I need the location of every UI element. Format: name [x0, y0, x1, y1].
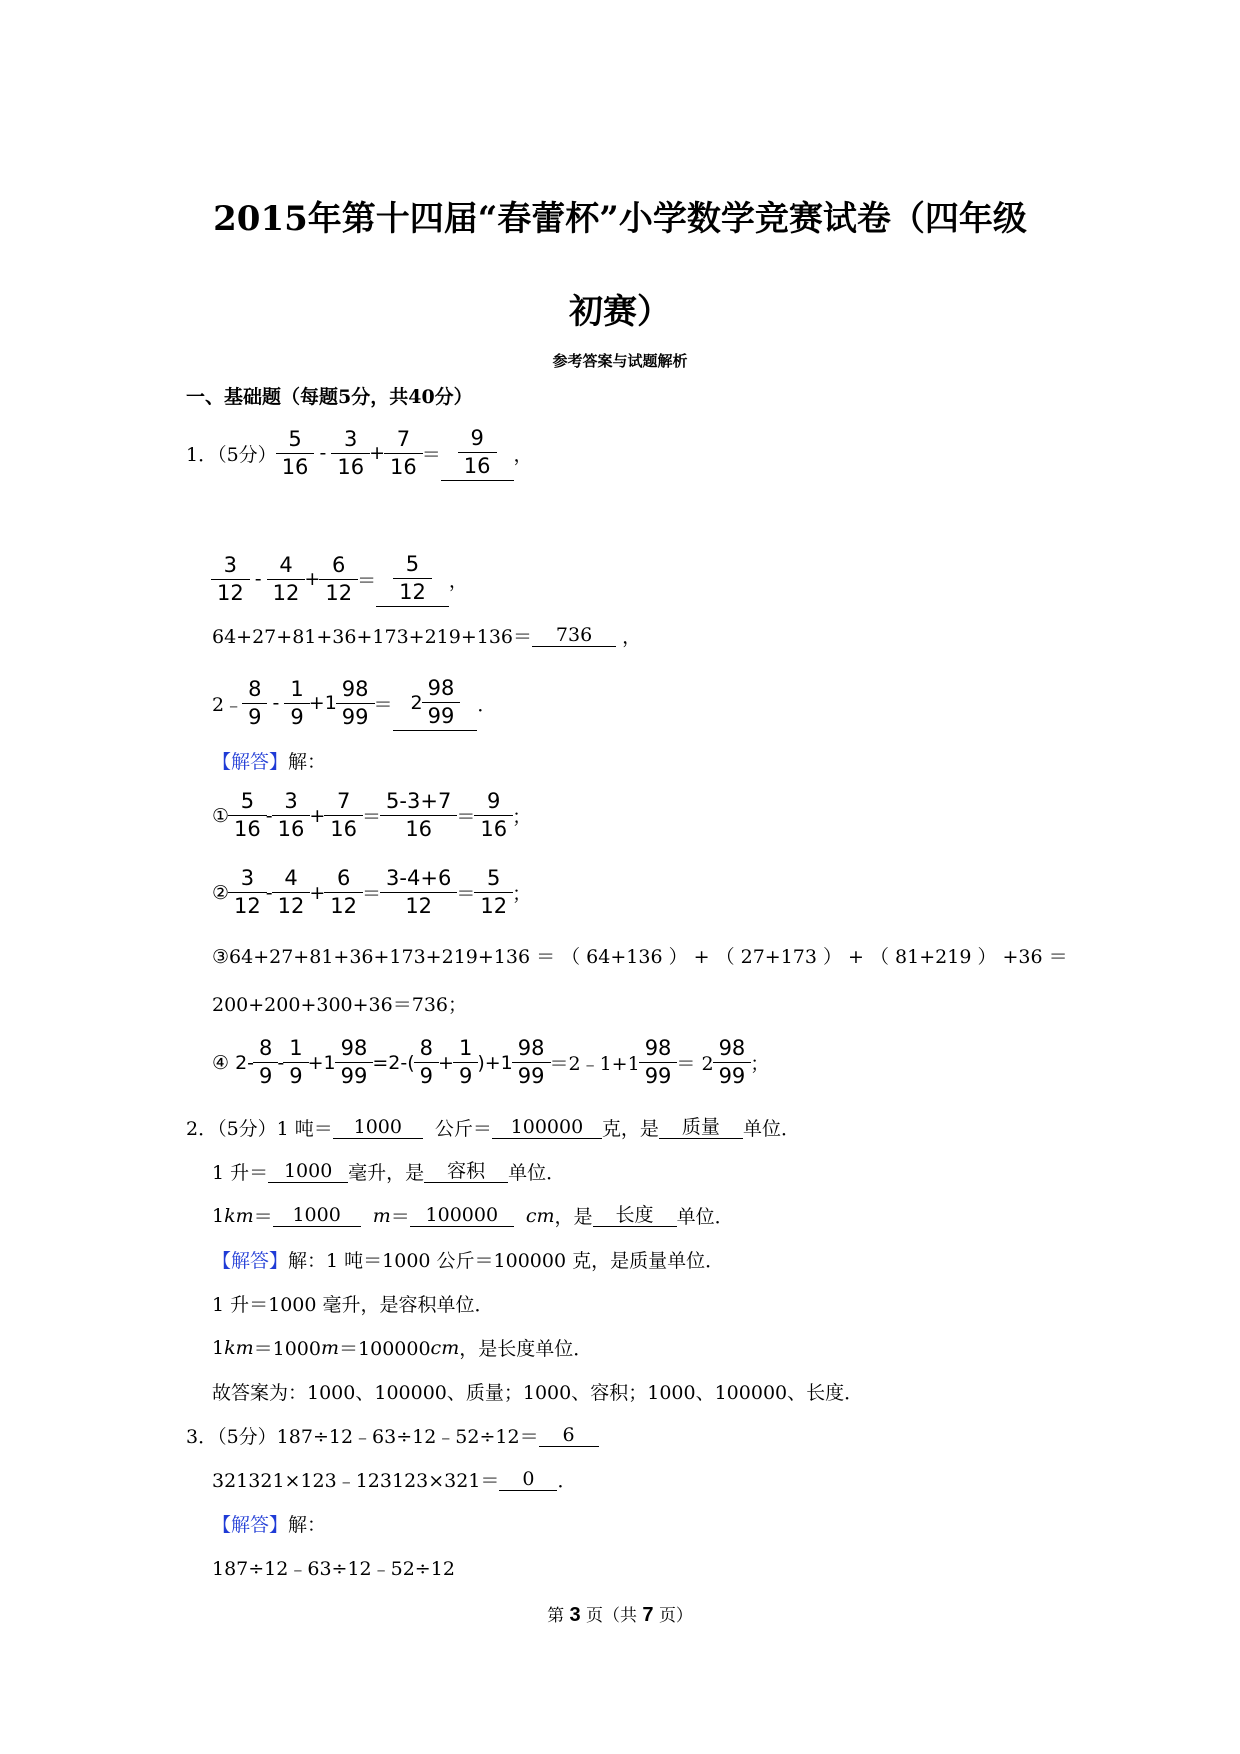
fraction: $\frac{7}{16}$ [387, 426, 420, 481]
answer-blank: 1000 [268, 1160, 348, 1183]
fraction: $\frac{3}{16}$ [334, 426, 367, 481]
answer-tag: 【解答】 [212, 751, 289, 773]
answer-tag: 【解答】 [212, 1514, 289, 1536]
q1-answer-header: 【解答】 解： [212, 747, 326, 774]
q3-answer-line: 187÷12﹣63÷12﹣52÷12 [212, 1558, 455, 1580]
fraction: $\frac{5}{16}$ [279, 426, 312, 481]
answer-blank: 长度 [593, 1204, 677, 1227]
q1-step4: ④ 2- $\frac{8}{9}$ - $\frac{1}{9}$ +1 $\frac{98}{99}$ =2-( $\frac{8}{9}$ + $\frac{1}{9}$ )+1 $\frac{98}{99}$ ＝2﹣1+1 $\frac{98}{99}$ ＝ 2 $\frac{98}{99}$ ； [212, 1036, 770, 1088]
answer-blank: $\frac{5}{12}$ [376, 551, 449, 607]
answer-blank: 736 [532, 624, 616, 647]
q2-answer-line4: 故答案为：1000、100000、质量；1000、容积；1000、100000、长度． [212, 1382, 864, 1404]
q1-line4: 2﹣ $\frac{8}{9}$ - $\frac{1}{9}$ + 1 $\frac{98}{99}$ ＝ 2 $\frac{98}{99}$ ． [212, 675, 496, 731]
fraction: $\frac{3}{12}$ [214, 552, 247, 607]
q1-step1: ① $\frac{5}{16}$ - $\frac{3}{16}$ + $\frac{7}{16}$ ＝ $\frac{5-3+7}{16}$ ＝ $\frac{9}{16}$ ； [212, 789, 532, 841]
answer-blank: 1000 [273, 1204, 361, 1227]
question-number: 1．（5分） [186, 443, 277, 466]
answer-blank: 6 [539, 1424, 599, 1447]
answer-blank: $\frac{9}{16}$ [441, 425, 514, 481]
q2-line1: 2．（5分）1 吨＝ 1000 公斤＝ 100000 克，是 质量 单位． [186, 1116, 800, 1140]
answer-blank: 2 $\frac{98}{99}$ [393, 675, 478, 731]
q3-line1: 3．（5分）187÷12﹣63÷12﹣52÷12＝ 6 [186, 1422, 599, 1449]
q3-answer-header: 【解答】 解： [212, 1510, 326, 1537]
q1-line1: 1．（5分） $\frac{5}{16}$ - $\frac{3}{16}$ + $\frac{7}{16}$ ＝ $\frac{9}{16}$ ， [186, 425, 533, 481]
q2-answer-line2: 1 升＝1000 毫升，是容积单位． [212, 1294, 494, 1316]
page-subtitle: 参考答案与试题解析 [552, 352, 688, 370]
fraction: $\frac{6}{12}$ [322, 552, 355, 607]
page-footer: 第 3 页（共 7 页） [547, 1604, 693, 1626]
q2-answer-line1: 【解答】 解：1 吨＝1000 公斤＝100000 克，是质量单位． [212, 1246, 724, 1273]
answer-blank: 0 [499, 1468, 557, 1491]
q3-line2: 321321×123﹣123123×321＝ 0 ． [212, 1468, 577, 1492]
page-title-line2: 初赛） [569, 292, 671, 332]
page-title-line1: 2015年第十四届“春蕾杯”小学数学竞赛试卷（四年级 [213, 199, 1027, 239]
fraction: $\frac{98}{99}$ [339, 676, 372, 731]
section-heading: 一、基础题（每题5分，共40分） [186, 386, 473, 408]
page-total: 7 [642, 1604, 654, 1626]
q1-line2: $\frac{3}{12}$ - $\frac{4}{12}$ + $\frac{6}{12}$ ＝ $\frac{5}{12}$ ， [212, 551, 468, 607]
answer-tag: 【解答】 [212, 1250, 289, 1272]
q1-line3: 64+27+81+36+173+219+136＝ 736 ， [212, 624, 642, 648]
fraction: $\frac{1}{9}$ [287, 676, 306, 731]
q1-step3-line1: ③64+27+81+36+173+219+136 ＝ （ 64+136 ） + （ 27+173 ） + （ 81+219 ） +36 ＝ [212, 946, 1068, 968]
fraction: $\frac{4}{12}$ [270, 552, 303, 607]
q2-line3: 1 km ＝ 1000 m ＝ 100000 cm ，是 长度 单位． [212, 1204, 734, 1228]
q1-step3-line2: 200+200+300+36＝736； [212, 994, 467, 1016]
answer-blank: 100000 [492, 1116, 602, 1139]
q1-step2: ② $\frac{3}{12}$ - $\frac{4}{12}$ + $\frac{6}{12}$ ＝ $\frac{3-4+6}{12}$ ＝ $\frac{5}{12}$ ； [212, 866, 532, 918]
answer-blank: 1000 [333, 1116, 423, 1139]
q2-line2: 1 升＝ 1000 毫升，是 容积 单位． [212, 1160, 566, 1184]
answer-blank: 100000 [410, 1204, 514, 1227]
answer-blank: 容积 [424, 1160, 508, 1183]
page-number: 3 [569, 1604, 581, 1626]
answer-blank: 质量 [659, 1116, 743, 1139]
fraction: $\frac{8}{9}$ [245, 676, 264, 731]
q2-answer-line3: 1 km ＝1000 m ＝100000 cm ，是长度单位． [212, 1336, 593, 1360]
